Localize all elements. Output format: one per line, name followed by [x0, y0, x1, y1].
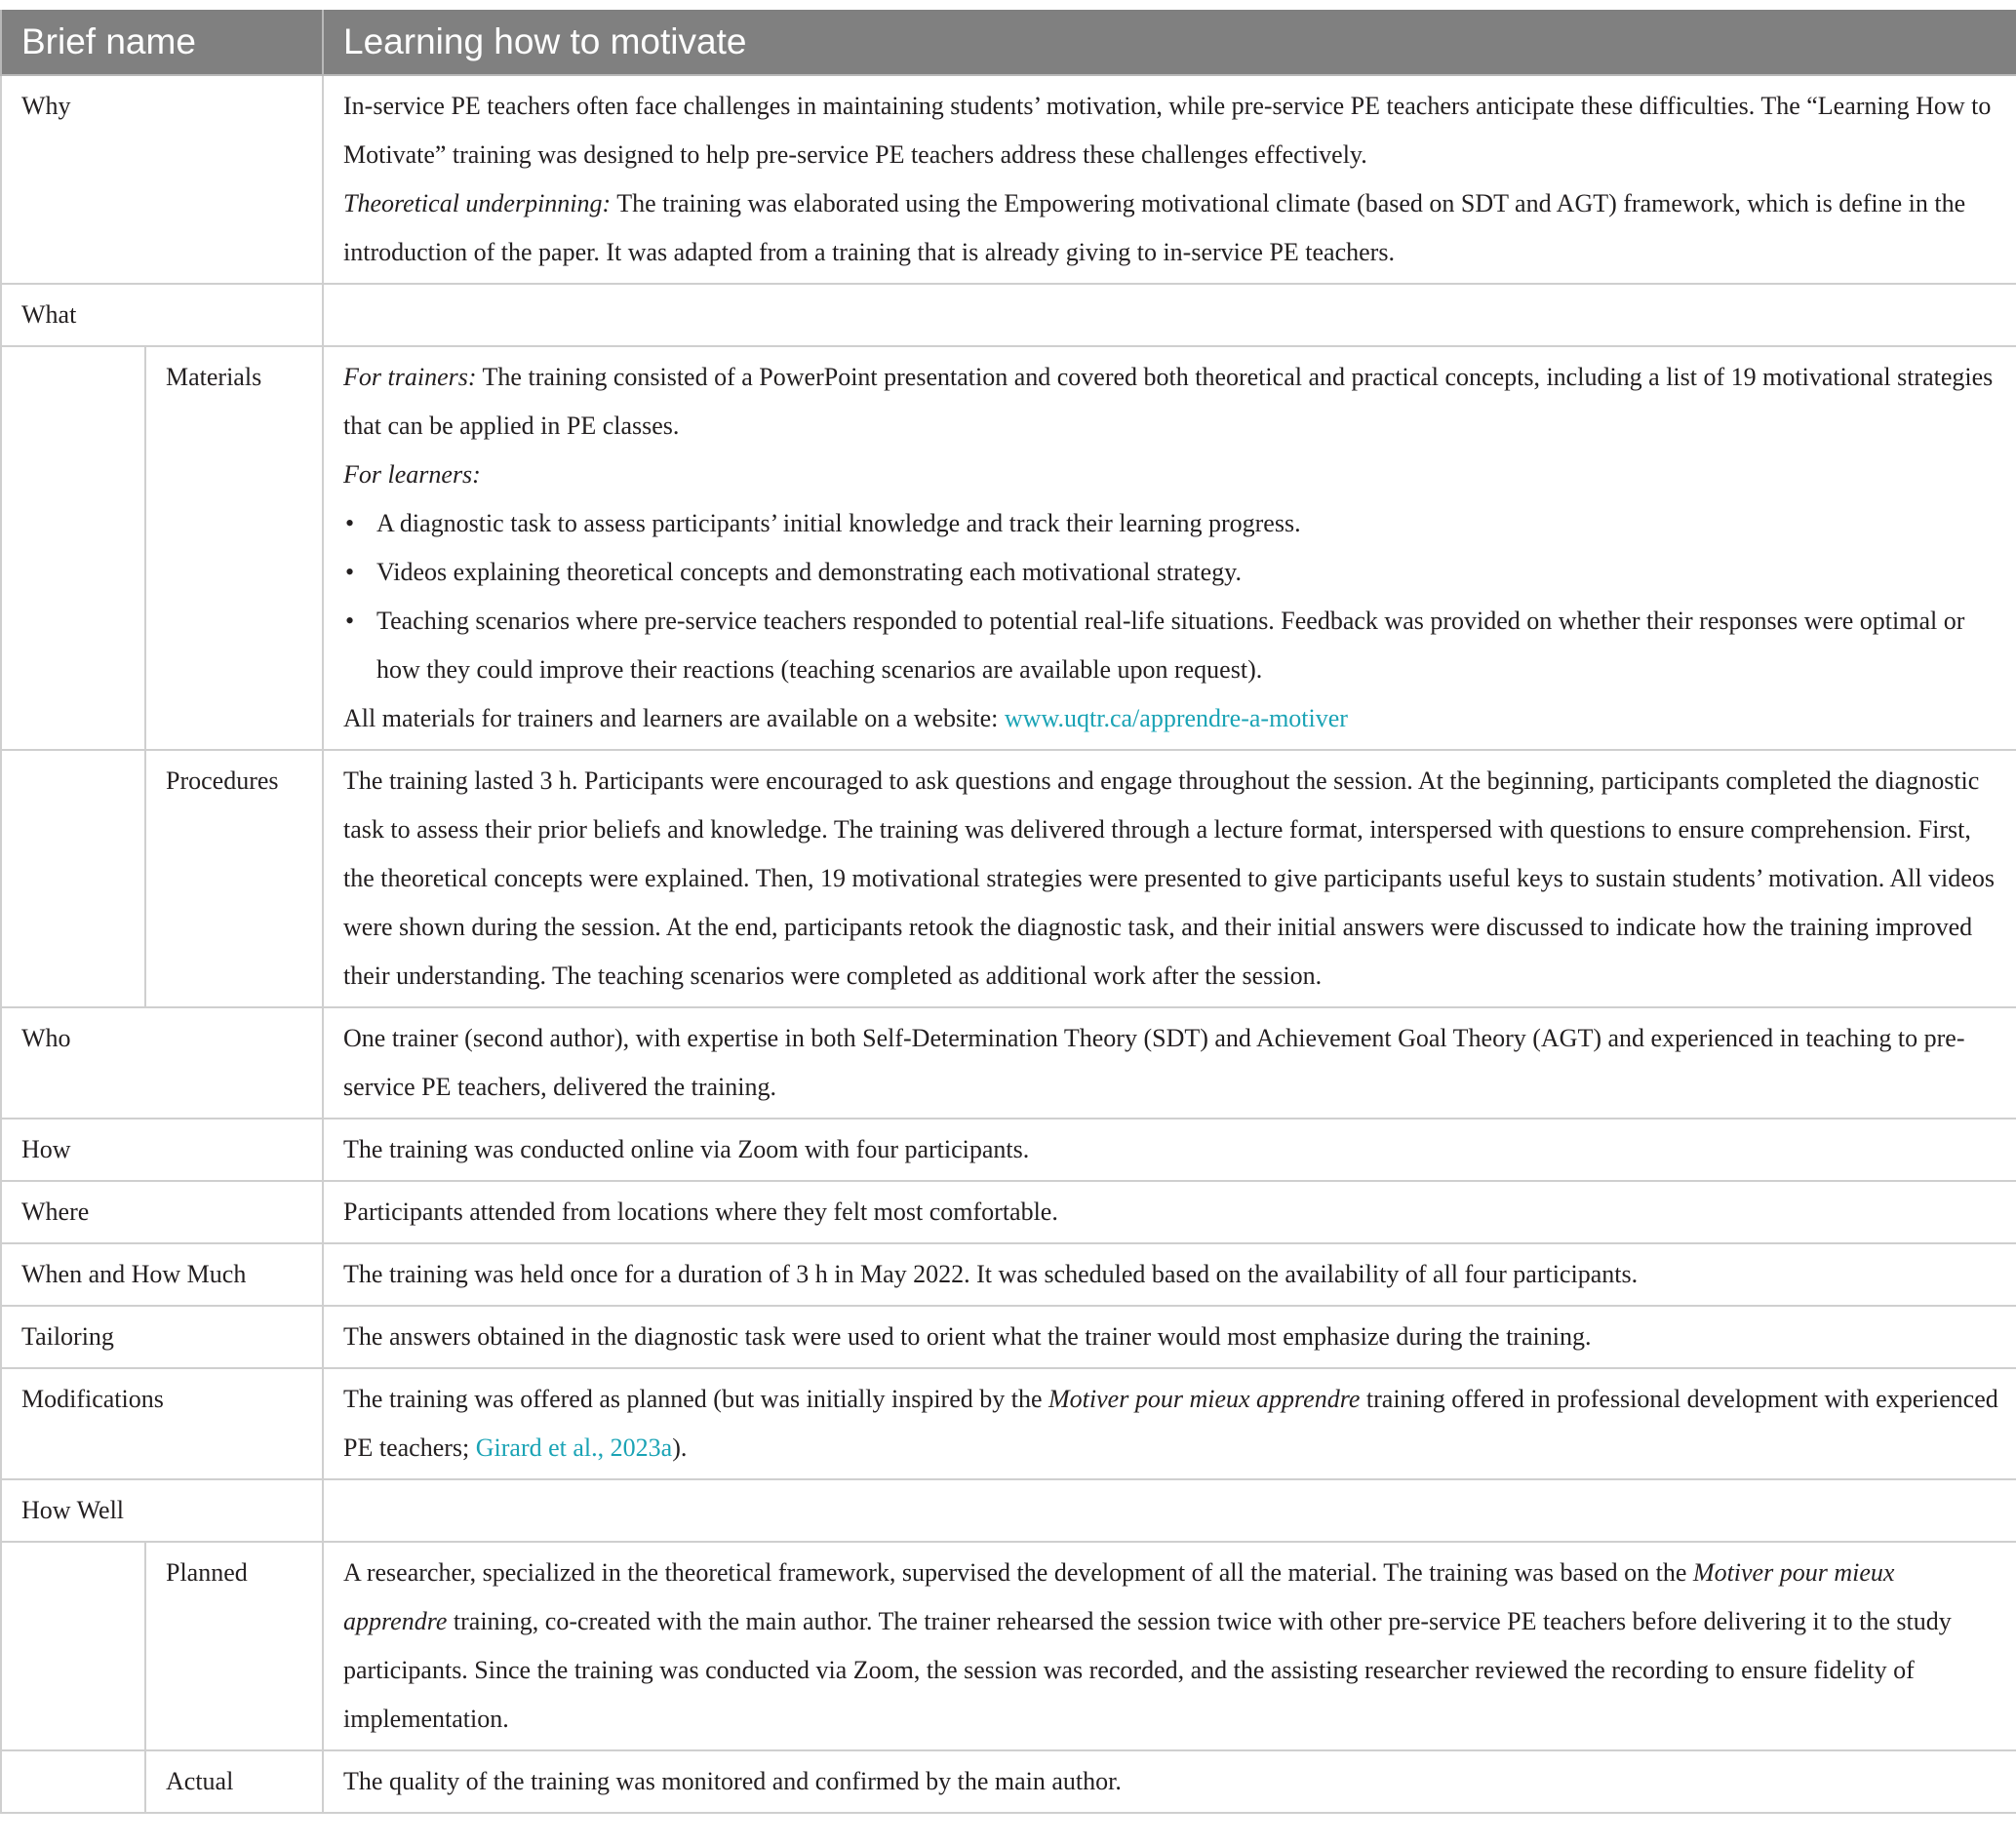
row-content-modifications: [323, 1368, 2016, 1479]
table-header-row: [1, 10, 2016, 75]
materials-learners-lead: For learners:: [343, 460, 481, 489]
table-row-how: [1, 1119, 2016, 1181]
tidier-table: [0, 10, 2016, 1814]
materials-website-paragraph: [343, 694, 2002, 743]
table-row-materials: [1, 346, 2016, 750]
planned-text-2: training, co-created with the main author. The trainer rehearsed the session twice with other pre-service PE teachers before delivering it to the study participants. Since the training was conducted via Zoom, the session was recorded, and the assisting researcher reviewed the recording to ensure fidelity of implementation.: [343, 1607, 1952, 1733]
materials-trainers-paragraph: [343, 353, 2002, 451]
header-brief-name: Brief name: [1, 10, 323, 75]
row-label-what: What: [1, 284, 323, 346]
row-content-tailoring: The answers obtained in the diagnostic task were used to orient what the trainer would most emphasize during the training.: [323, 1306, 2016, 1368]
row-content-how: The training was conducted online via Zoom with four participants.: [323, 1119, 2016, 1181]
row-content-what-empty: [323, 284, 2016, 346]
materials-learners-list: [343, 499, 2002, 694]
materials-website-link[interactable]: www.uqtr.ca/apprendre-a-motiver: [1004, 704, 1348, 732]
row-label-when: When and How Much: [1, 1243, 323, 1306]
row-content-why: [323, 75, 2016, 284]
indent-cell: [1, 750, 145, 1007]
table-row-actual: [1, 1750, 2016, 1813]
modifications-citation-link[interactable]: Girard et al., 2023a: [475, 1434, 673, 1462]
table-row-tailoring: [1, 1306, 2016, 1368]
row-label-materials: Materials: [145, 346, 323, 750]
row-label-procedures: Procedures: [145, 750, 323, 1007]
modifications-title: Motiver pour mieux apprendre: [1048, 1385, 1361, 1413]
table-row-where: [1, 1181, 2016, 1243]
row-content-procedures: The training lasted 3 h. Participants were encouraged to ask questions and engage throughout the session. At the beginning, participants completed the diagnostic task to assess their prior beliefs and knowledge. The training was delivered through a lecture format, interspersed with questions to ensure comprehension. First, the theoretical concepts were explained. Then, 19 motivational strategies were presented to give participants useful keys to sustain students’ motivation. All videos were shown during the session. At the end, participants retook the diagnostic task, and their initial answers were discussed to indicate how the training improved their understanding. The teaching scenarios were completed as additional work after the session.: [323, 750, 2016, 1007]
table-row-why: [1, 75, 2016, 284]
table-row-what: [1, 284, 2016, 346]
row-label-planned: Planned: [145, 1542, 323, 1750]
modifications-text-1: The training was offered as planned (but was initially inspired by the: [343, 1385, 1049, 1413]
row-label-how-well: How Well: [1, 1479, 323, 1542]
row-content-when: The training was held once for a duration of 3 h in May 2022. It was scheduled based on the availability of all four participants.: [323, 1243, 2016, 1306]
row-content-who: One trainer (second author), with expertise in both Self-Determination Theory (SDT) and Achievement Goal Theory (AGT) and experienced in teaching to pre-service PE teachers, delivered the training.: [323, 1007, 2016, 1119]
table-row-how-well: [1, 1479, 2016, 1542]
planned-text-1: A researcher, specialized in the theoretical framework, supervised the development of all the material. The training was based on the: [343, 1558, 1693, 1587]
row-label-tailoring: Tailoring: [1, 1306, 323, 1368]
modifications-text-3: ).: [672, 1434, 688, 1462]
indent-cell: [1, 1750, 145, 1813]
list-item: • A diagnostic task to assess participants’ initial knowledge and track their learning progress.: [343, 499, 2002, 548]
why-theory-text: The training was elaborated using the Empowering motivational climate (based on SDT and AGT) framework, which is define in the introduction of the paper. It was adapted from a training that is already giving to in-service PE teachers.: [343, 189, 1966, 266]
row-content-planned: [323, 1542, 2016, 1750]
row-label-who: Who: [1, 1007, 323, 1119]
indent-cell: [1, 1542, 145, 1750]
table-row-modifications: [1, 1368, 2016, 1479]
table-row-who: [1, 1007, 2016, 1119]
planned-title: Motiver pour mieux apprendre: [343, 1558, 1895, 1635]
indent-cell: [1, 346, 145, 750]
row-label-how: How: [1, 1119, 323, 1181]
row-content-where: Participants attended from locations where they felt most comfortable.: [323, 1181, 2016, 1243]
row-label-why: Why: [1, 75, 323, 284]
list-item: • Videos explaining theoretical concepts and demonstrating each motivational strategy.: [343, 548, 2002, 597]
table-row-when: [1, 1243, 2016, 1306]
row-content-how-well-empty: [323, 1479, 2016, 1542]
why-paragraph: In-service PE teachers often face challenges in maintaining students’ motivation, while pre-service PE teachers anticipate these difficulties. The “Learning How to Motivate” training was designed to help pre-service PE teachers address these challenges effectively.: [343, 92, 1992, 169]
list-item: • Teaching scenarios where pre-service teachers responded to potential real-life situations. Feedback was provided on whether their responses were optimal or how they could improve their reactions (teaching scenarios are available upon request).: [343, 597, 2002, 694]
header-learning-how-to-motivate: Learning how to motivate: [323, 10, 2016, 75]
materials-website-text: All materials for trainers and learners are available on a website:: [343, 704, 1005, 732]
row-content-actual: The quality of the training was monitored and confirmed by the main author.: [323, 1750, 2016, 1813]
modifications-text-2: training offered in professional development with experienced PE teachers;: [343, 1385, 1998, 1462]
why-theory-paragraph: [343, 179, 2002, 277]
materials-trainers-lead: For trainers:: [343, 363, 477, 391]
row-label-where: Where: [1, 1181, 323, 1243]
why-theory-lead: Theoretical underpinning:: [343, 189, 612, 217]
table-row-procedures: [1, 750, 2016, 1007]
row-label-actual: Actual: [145, 1750, 323, 1813]
row-content-materials: [323, 346, 2016, 750]
row-label-modifications: Modifications: [1, 1368, 323, 1479]
table-row-planned: [1, 1542, 2016, 1750]
materials-trainers-text: The training consisted of a PowerPoint presentation and covered both theoretical and practical concepts, including a list of 19 motivational strategies that can be applied in PE classes.: [343, 363, 1994, 440]
